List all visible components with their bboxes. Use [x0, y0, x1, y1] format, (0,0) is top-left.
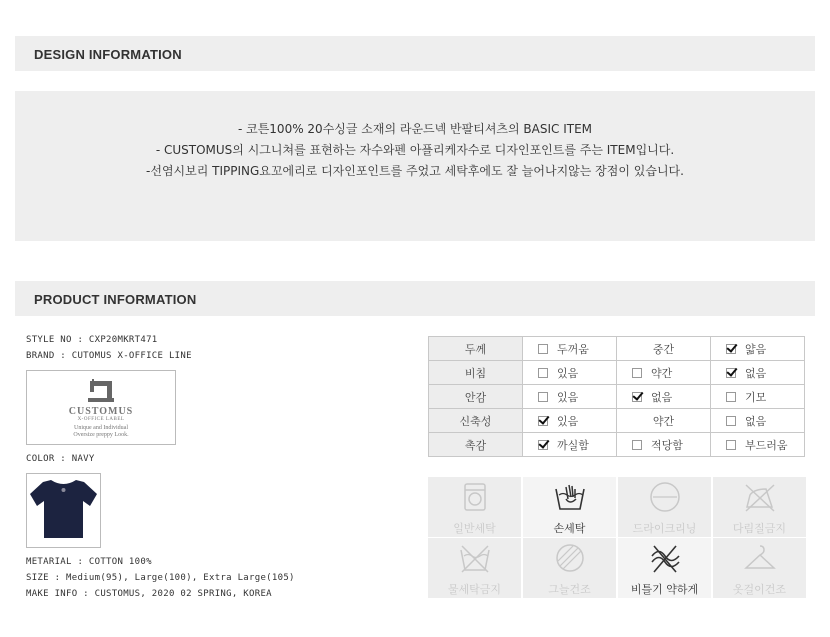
sewing-machine-icon [87, 378, 115, 404]
checkbox[interactable] [632, 368, 642, 378]
dry-clean-icon [649, 481, 681, 513]
attribute-option [523, 337, 617, 361]
fabric-attributes-table [428, 336, 805, 457]
attribute-option [617, 433, 711, 457]
design-line: - CUSTOMUS의 시그니쳐를 표현하는 자수와펜 아플리케자수로 디자인포인트를 주는 ITEM입니다. [155, 143, 675, 157]
care-item [523, 538, 616, 598]
attribute-option [523, 409, 617, 433]
care-item [618, 538, 711, 598]
care-label: 손세탁 [553, 522, 586, 535]
logo-sub: X-OFFICE LABEL [77, 417, 125, 422]
attribute-option [711, 361, 805, 385]
material-line: METARIAL : COTTON 100% [26, 557, 152, 567]
attribute-option-label: 기모 [745, 390, 767, 404]
checkbox-checked[interactable] [726, 344, 736, 354]
care-label: 옷걸이건조 [732, 583, 787, 596]
attribute-option [617, 409, 711, 433]
attribute-option-label: 중간 [652, 342, 675, 356]
attribute-option-label: 있음 [557, 366, 579, 380]
attribute-option [711, 433, 805, 457]
design-line: - 코튼100% 20수싱글 소재의 라운드넥 반팔티셔츠의 BASIC ITEM [237, 122, 593, 136]
attribute-label: 신축성 [429, 409, 523, 433]
attribute-option-label: 얇음 [745, 342, 767, 356]
attribute-option [617, 385, 711, 409]
design-info-title: DESIGN INFORMATION [34, 47, 182, 62]
checkbox[interactable] [726, 392, 736, 402]
care-label: 비틀기 약하게 [630, 583, 699, 596]
brand-logo [26, 370, 176, 445]
checkbox-checked[interactable] [538, 440, 548, 450]
size-line: SIZE : Medium(95), Large(100), Extra Large(105) [26, 573, 295, 583]
attribute-row [429, 361, 805, 385]
attribute-label: 안감 [429, 385, 523, 409]
attribute-option-label: 약간 [652, 414, 675, 428]
attribute-option-label: 없음 [651, 390, 673, 404]
checkbox[interactable] [538, 392, 548, 402]
care-item [713, 538, 806, 598]
hand-wash-icon [554, 481, 586, 513]
care-label: 그늘건조 [548, 583, 591, 596]
care-item [428, 538, 521, 598]
care-label: 드라이크리닝 [632, 522, 697, 535]
attribute-option-label: 있음 [557, 390, 579, 404]
attribute-option [523, 385, 617, 409]
checkbox[interactable] [726, 416, 736, 426]
design-info-header [15, 36, 815, 71]
attribute-row [429, 433, 805, 457]
care-label: 물세탁금지 [447, 583, 502, 596]
design-info-box [15, 91, 815, 241]
product-info-title: PRODUCT INFORMATION [34, 292, 197, 307]
logo-tagline: Oversize preppy Look. [73, 432, 129, 438]
checkbox-checked[interactable] [632, 392, 642, 402]
checkbox[interactable] [632, 440, 642, 450]
attribute-option-label: 약간 [651, 366, 673, 380]
checkbox[interactable] [726, 440, 736, 450]
product-info-header [15, 281, 815, 316]
attribute-option [523, 361, 617, 385]
care-item [523, 477, 616, 537]
color-line: COLOR : NAVY [26, 454, 95, 464]
attribute-option-label: 없음 [745, 414, 767, 428]
attribute-label: 두께 [429, 337, 523, 361]
checkbox-checked[interactable] [726, 368, 736, 378]
logo-tagline: Unique and Individual [74, 425, 128, 431]
attribute-option [617, 361, 711, 385]
attribute-row [429, 337, 805, 361]
product-thumbnail[interactable] [26, 473, 101, 548]
gentle-wring-icon [649, 542, 681, 574]
attribute-option-label: 두꺼움 [557, 342, 589, 356]
hanger-dry-icon [744, 542, 776, 574]
wash-tub-icon [459, 481, 491, 513]
care-item [618, 477, 711, 537]
care-label: 다림질금지 [732, 522, 787, 535]
attribute-option-label: 있음 [557, 414, 579, 428]
attribute-option [523, 433, 617, 457]
attribute-option [711, 385, 805, 409]
attribute-option [711, 337, 805, 361]
care-item [428, 477, 521, 537]
no-water-wash-icon [459, 542, 491, 574]
checkbox-checked[interactable] [538, 416, 548, 426]
style-no: STYLE NO : CXP20MKRT471 [26, 335, 158, 345]
make-info-line: MAKE INFO : CUSTOMUS, 2020 02 SPRING, KOREA [26, 589, 272, 599]
care-item [713, 477, 806, 537]
attribute-option-label: 부드러움 [745, 438, 788, 452]
tshirt-image [27, 474, 100, 547]
design-description [15, 119, 815, 182]
brand-line: BRAND : CUTOMUS X-OFFICE LINE [26, 351, 192, 361]
checkbox[interactable] [538, 344, 548, 354]
attribute-option-label: 적당함 [651, 438, 683, 452]
checkbox[interactable] [538, 368, 548, 378]
attribute-option-label: 까실함 [557, 438, 589, 452]
logo-brand-name: CUSTOMUS [68, 406, 134, 417]
shade-dry-icon [554, 542, 586, 574]
attribute-row [429, 385, 805, 409]
attribute-row [429, 409, 805, 433]
attribute-label: 비침 [429, 361, 523, 385]
attribute-option [617, 337, 711, 361]
attribute-option [711, 409, 805, 433]
attribute-label: 촉감 [429, 433, 523, 457]
care-instructions [428, 477, 805, 598]
attribute-option-label: 없음 [745, 366, 767, 380]
design-line: -선염시보리 TIPPING요꼬에리로 디자인포인트를 주었고 세탁후에도 잘 늘어나지않는 장점이 있습니다. [146, 164, 684, 178]
care-label: 일반세탁 [453, 522, 496, 535]
no-iron-icon [744, 481, 776, 513]
